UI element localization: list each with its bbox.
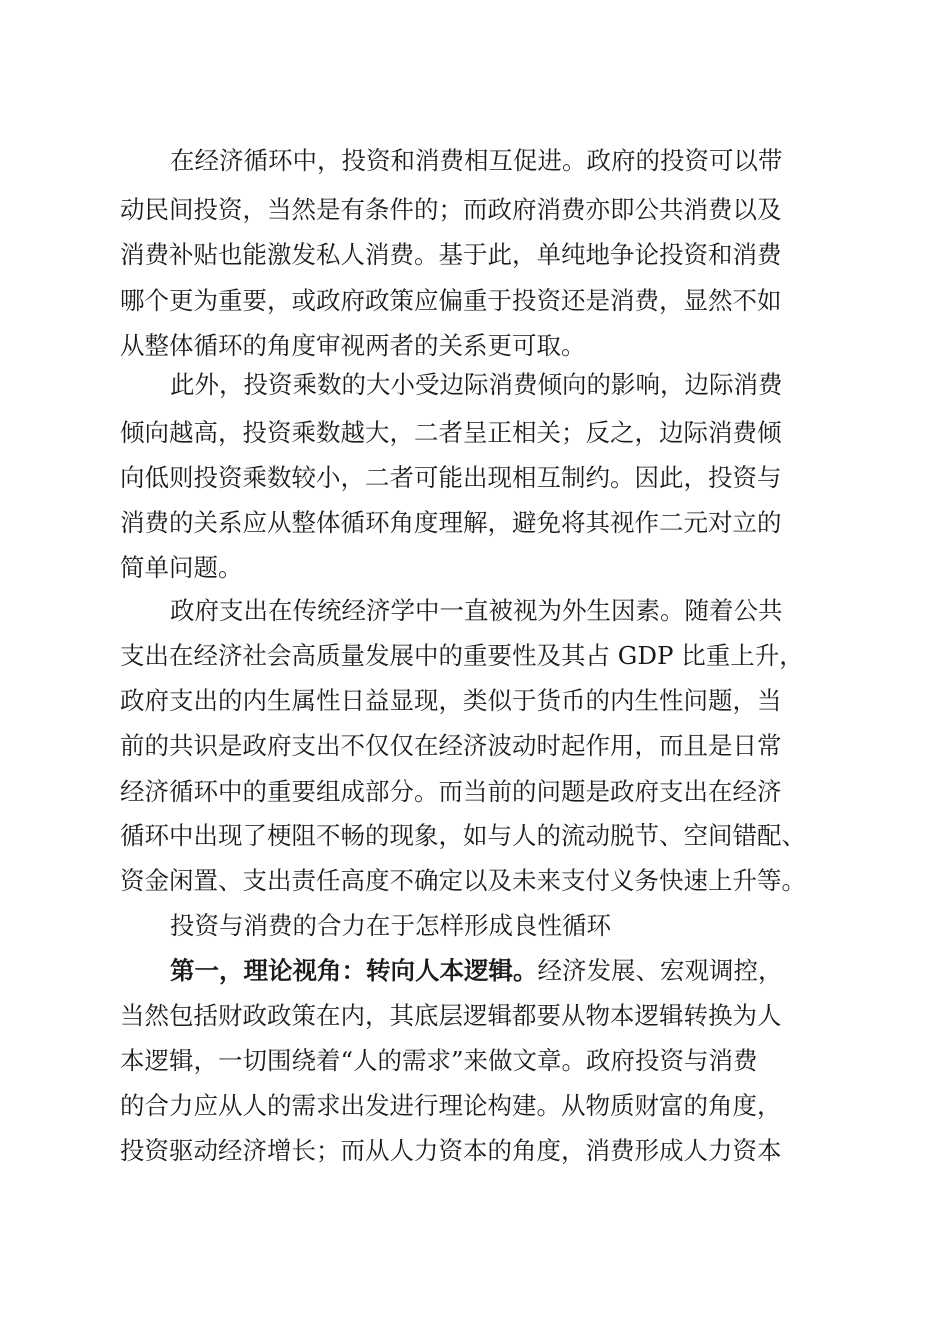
paragraph-5-line-4: 的合力应从人的需求出发进行理论构建。从物质财富的角度， — [120, 1091, 782, 1120]
paragraph-3-line-7: 资金闲置、支出责任高度不确定以及未来支付义务快速上升等。 — [120, 866, 806, 895]
paragraph-1-line-1: 在经济循环中，投资和消费相互促进。政府的投资可以带 — [170, 146, 783, 175]
section-heading: 投资与消费的合力在于怎样形成良性循环 — [170, 911, 611, 940]
paragraph-1-line-2: 动民间投资，当然是有条件的；而政府消费亦即公共消费以及 — [120, 195, 782, 224]
paragraph-2-line-5: 简单问题。 — [120, 553, 243, 582]
paragraph-5-line-1 — [170, 956, 840, 986]
paragraph-5-line-3: 本逻辑，一切围绕着“人的需求”来做文章。政府投资与消费 — [120, 1046, 758, 1075]
paragraph-3-line-2: 支出在经济社会高质量发展中的重要性及其占 GDP 比重上升， — [120, 641, 804, 670]
paragraph-5-first-line-rest: 经济发展、宏观调控， — [537, 956, 783, 985]
paragraph-2-line-4: 消费的关系应从整体循环角度理解，避免将其视作二元对立的 — [120, 508, 782, 537]
paragraph-3-line-3: 政府支出的内生属性日益显现，类似于货币的内生性问题，当 — [120, 686, 782, 715]
paragraph-1-line-3: 消费补贴也能激发私人消费。基于此，单纯地争论投资和消费 — [120, 240, 782, 269]
paragraph-5-line-5: 投资驱动经济增长；而从人力资本的角度，消费形成人力资本 — [120, 1136, 782, 1165]
paragraph-3-line-5: 经济循环中的重要组成部分。而当前的问题是政府支出在经济 — [120, 777, 782, 806]
paragraph-1-line-4: 哪个更为重要，或政府政策应偏重于投资还是消费，显然不如 — [120, 286, 782, 315]
paragraph-2-line-3: 向低则投资乘数较小，二者可能出现相互制约。因此，投资与 — [120, 463, 782, 492]
paragraph-3-line-6: 循环中出现了梗阻不畅的现象，如与人的流动脱节、空间错配、 — [120, 821, 806, 850]
paragraph-1-line-5: 从整体循环的角度审视两者的关系更可取。 — [120, 331, 586, 360]
paragraph-3-line-4: 前的共识是政府支出不仅仅在经济波动时起作用，而且是日常 — [120, 731, 782, 760]
paragraph-2-line-2: 倾向越高，投资乘数越大，二者呈正相关；反之，边际消费倾 — [120, 418, 782, 447]
paragraph-5-lead-bold: 第一，理论视角：转向人本逻辑。 — [170, 956, 538, 985]
paragraph-2-line-1: 此外，投资乘数的大小受边际消费倾向的影响，边际消费 — [170, 370, 783, 399]
paragraph-3-line-1: 政府支出在传统经济学中一直被视为外生因素。随着公共 — [170, 596, 783, 625]
paragraph-5-line-2: 当然包括财政政策在内，其底层逻辑都要从物本逻辑转换为人 — [120, 1001, 782, 1030]
